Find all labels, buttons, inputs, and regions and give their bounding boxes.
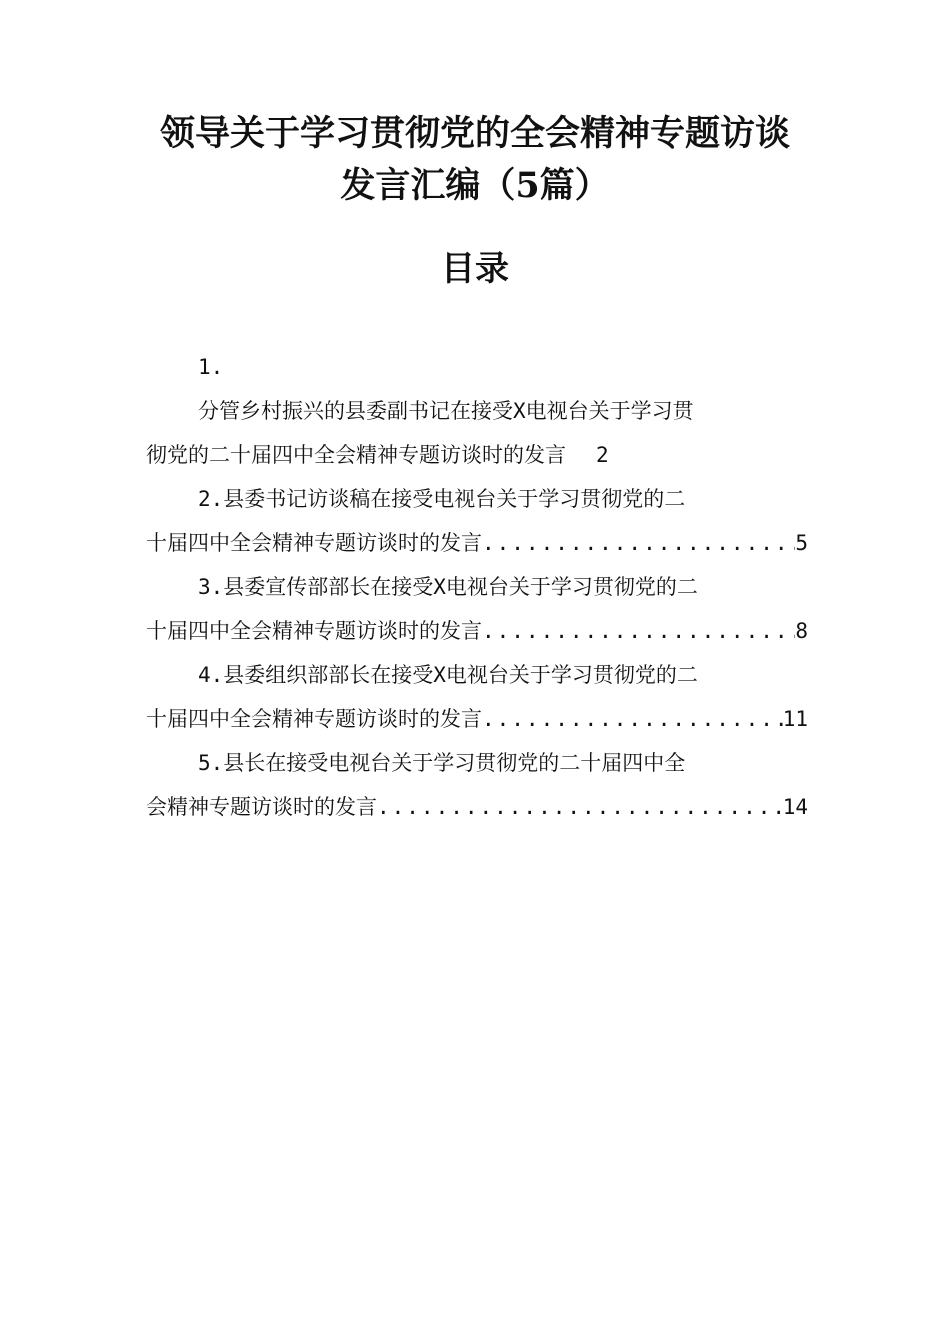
toc-entry-title-line-2: 十届四中全会精神专题访谈时的发言 <box>146 619 482 643</box>
toc-entry-title-line-1: 2.县委书记访谈稿在接受电视台关于学习贯彻党的二 <box>198 487 686 511</box>
toc-leader-dots <box>482 609 795 653</box>
document-title-line-2: 发言汇编（5篇） <box>340 165 610 206</box>
toc-leader-dots <box>482 521 795 565</box>
toc-entry-2[interactable] <box>146 477 808 565</box>
toc-entry-title-line-1: 3.县委宣传部部长在接受X电视台关于学习贯彻党的二 <box>198 575 698 599</box>
toc-entry-5[interactable] <box>146 741 808 829</box>
toc-entry-1[interactable] <box>146 345 808 477</box>
document-title-line-1: 领导关于学习贯彻党的全会精神专题访谈 <box>159 113 790 154</box>
toc-entry-4[interactable] <box>146 653 808 741</box>
toc-entry-title-line-1: 分管乡村振兴的县委副书记在接受X电视台关于学习贯 <box>198 399 694 423</box>
toc-entry-page: 11 <box>782 707 808 731</box>
toc-entry-title-line-2: 十届四中全会精神专题访谈时的发言 <box>146 707 482 731</box>
toc-heading: 目录 <box>441 249 509 289</box>
toc-entry-title-line-1: 4.县委组织部部长在接受X电视台关于学习贯彻党的二 <box>198 663 698 687</box>
toc-entry-number: 1. <box>198 355 224 379</box>
toc-entry-title-line-1: 5.县长在接受电视台关于学习贯彻党的二十届四中全 <box>198 751 686 775</box>
toc-entry-page: 8 <box>795 619 808 643</box>
toc-entry-page: 5 <box>795 531 808 555</box>
toc-leader-dots <box>482 697 783 741</box>
document-title <box>0 108 950 212</box>
toc-entry-page: 14 <box>782 795 808 819</box>
toc-entry-title-line-2: 会精神专题访谈时的发言 <box>146 795 377 819</box>
toc-entry-title-line-2: 十届四中全会精神专题访谈时的发言 <box>146 531 482 555</box>
toc-entry-3[interactable] <box>146 565 808 653</box>
toc-entry-title-line-2: 彻党的二十届四中全会精神专题访谈时的发言 <box>146 443 566 467</box>
table-of-contents <box>146 345 808 829</box>
toc-leader-dots <box>377 785 783 829</box>
toc-entry-page: 2 <box>596 443 609 467</box>
